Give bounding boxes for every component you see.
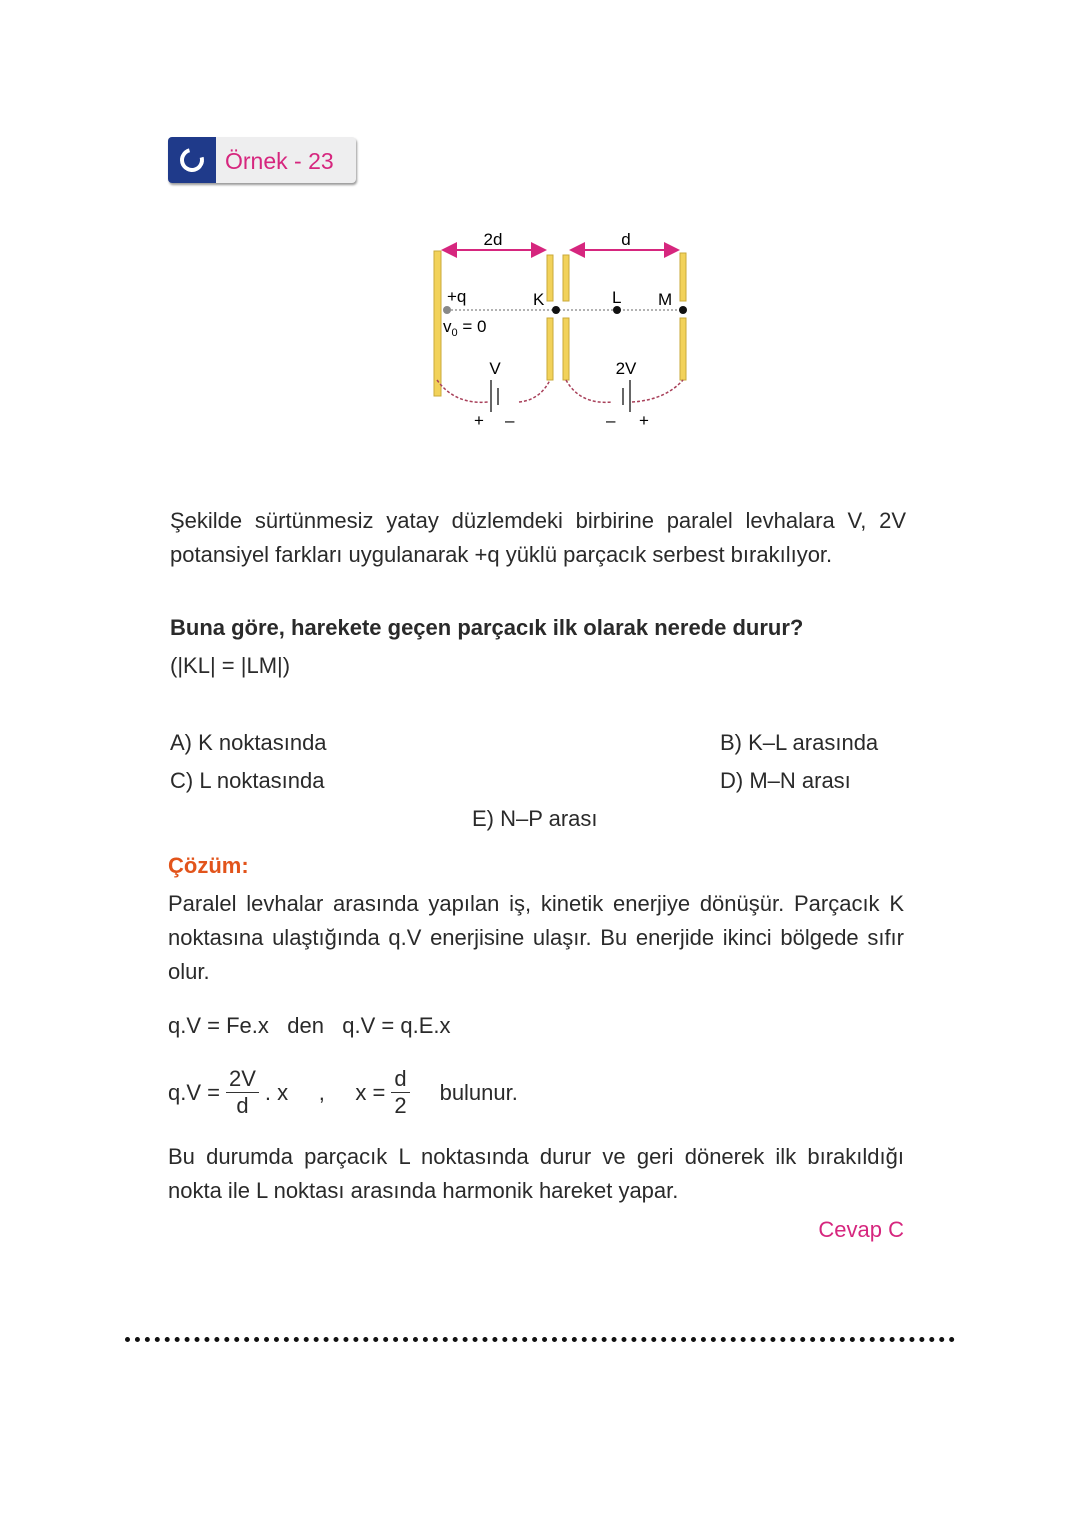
circuit-diagram xyxy=(0,0,1080,450)
svg-text:+: + xyxy=(474,411,484,430)
solution-paragraph-1: Paralel levhalar arasında yapılan iş, kinetik enerjiye dönüşür. Parçacık K noktasına ulaştığında q.V enerjisine ulaşır. Bu enerjide ikinci bölgede sıfır olur. xyxy=(168,891,904,984)
plate-m-top xyxy=(680,253,686,301)
point-m xyxy=(679,306,687,314)
source-2v: 2V xyxy=(615,359,637,378)
plate-k-left-top xyxy=(547,255,553,301)
question-text: Şekilde sürtünmesiz yatay düzlemdeki birbirine paralel levhalara V, 2V potansiyel farkları uygulanarak +q yüklü parçacık serbest bırakılıyor. xyxy=(170,508,906,567)
plate-k-right-top xyxy=(563,255,569,301)
point-k xyxy=(552,306,560,314)
equation-1: q.V = Fe.x den q.V = q.E.x xyxy=(168,1013,451,1038)
option-b[interactable]: B) K–L arasında xyxy=(720,730,879,755)
svg-text:+: + xyxy=(639,411,649,430)
charge-label: +q xyxy=(447,287,467,306)
dotted-divider xyxy=(125,1337,955,1342)
label-l: L xyxy=(612,288,622,307)
example-title: Örnek - 23 xyxy=(225,148,334,174)
question-bold: Buna göre, harekete geçen parçacık ilk olarak nerede durur? xyxy=(170,615,804,640)
charge-dot xyxy=(443,306,451,314)
answer-label: Cevap C xyxy=(818,1217,904,1242)
option-c[interactable]: C) L noktasında xyxy=(170,768,325,793)
point-l xyxy=(613,306,621,314)
label-m: M xyxy=(658,290,673,309)
solution-paragraph-2: Bu durumda parçacık L noktasında durur ve geri dönerek ilk bırakıldığı nokta ile L noktası arasında harmonik hareket yapar. xyxy=(168,1144,904,1203)
option-d[interactable]: D) M–N arası xyxy=(720,768,851,793)
solution-title: Çözüm: xyxy=(168,853,249,878)
plate-k-left-bottom xyxy=(547,318,553,380)
v0-label: $v_0 = 0$ xyxy=(443,317,487,339)
plate-m-bottom xyxy=(680,318,686,380)
dim-2d: 2d xyxy=(483,230,503,249)
option-a[interactable]: A) K noktasında xyxy=(170,730,327,755)
question-condition: (|KL| = |LM|) xyxy=(170,653,291,678)
source-v: V xyxy=(489,359,501,378)
option-e[interactable]: E) N–P arası xyxy=(472,806,598,831)
plate-left xyxy=(434,251,441,396)
plate-k-right-bottom xyxy=(563,318,569,380)
equation-2: q.V = $\frac{2V}{d}$ . x , x = $\frac{d}{2}$ bulunur. xyxy=(168,1066,518,1118)
dim-d: d xyxy=(621,230,631,249)
svg-text:–: – xyxy=(606,411,616,430)
label-k: K xyxy=(533,290,545,309)
svg-text:–: – xyxy=(505,411,515,430)
